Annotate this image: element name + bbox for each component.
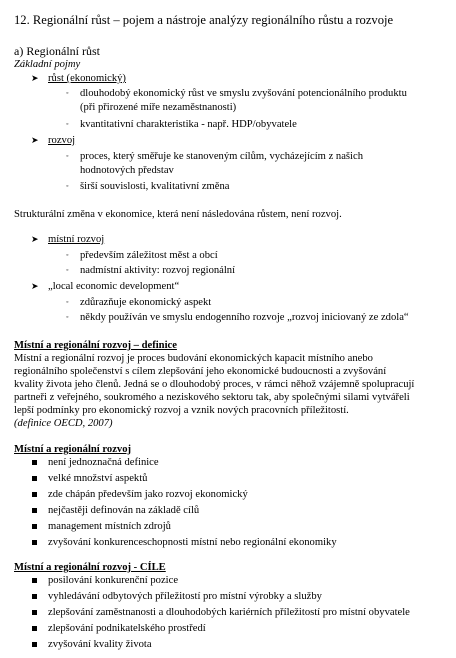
circle-bullet-icon: ◦ (66, 251, 69, 259)
section-a-heading: a) Regionální růst (14, 44, 100, 58)
circle-bullet-icon: ◦ (66, 313, 69, 321)
definition-line: partneři z veřejného, soukromého a neziskového sektoru tak, aby společnými silami vytvářeli (14, 392, 410, 403)
square-bullet-icon (32, 578, 37, 583)
arrow-bullet-icon: ➤ (31, 135, 39, 145)
circle-bullet-icon: ◦ (66, 89, 69, 97)
goals-item: posilování konkurenční pozice (48, 575, 179, 586)
square-bullet-icon (32, 626, 37, 631)
led-item: zdůrazňuje ekonomický aspekt (80, 297, 212, 308)
goals-item: zlepšování zaměstnanosti a dlouhodobých kariérních příležitostí pro místní obyvatele (48, 607, 410, 618)
square-bullet-icon (32, 524, 37, 529)
definition-source: (definice OECD, 2007) (14, 418, 113, 429)
local-item: nadmístní aktivity: rozvoj regionální (80, 265, 236, 276)
regional-item: management místních zdrojů (48, 521, 171, 532)
term-local-development: místní rozvoj (48, 234, 105, 245)
circle-bullet-icon: ◦ (66, 298, 69, 306)
square-bullet-icon (32, 610, 37, 615)
regional-heading: Místní a regionální rozvoj (14, 444, 132, 455)
development-item: širší souvislosti, kvalitativní změna (80, 181, 230, 192)
square-bullet-icon (32, 476, 37, 481)
square-bullet-icon (32, 540, 37, 545)
term-growth: růst (ekonomický) (48, 73, 126, 84)
regional-item: velké množství aspektů (48, 473, 148, 484)
circle-bullet-icon: ◦ (66, 266, 69, 274)
goals-item: vyhledávání odbytových příležitostí pro místní výrobky a služby (48, 591, 322, 602)
development-item: proces, který směřuje ke stanoveným cílům, vycházejícím z našich (80, 151, 363, 162)
term-development: rozvoj (48, 135, 76, 146)
square-bullet-icon (32, 642, 37, 647)
document-title: 12. Regionální růst – pojem a nástroje analýzy regionálního růstu a rozvoje (14, 13, 394, 27)
circle-bullet-icon: ◦ (66, 120, 69, 128)
square-bullet-icon (32, 594, 37, 599)
goals-heading: Místní a regionální rozvoj - CÍLE (14, 562, 166, 573)
regional-item: zvyšování konkurenceschopnosti místní nebo regionální ekonomiky (48, 537, 337, 548)
definition-line: kvality života jeho členů. Jedná se o dlouhodobý proces, v rámci něhož vzájemně spolupracují (14, 379, 415, 390)
structural-change-note: Strukturální změna v ekonomice, která není následována růstem, není rozvoj. (14, 209, 342, 220)
definition-heading: Místní a regionální rozvoj – definice (14, 340, 177, 351)
arrow-bullet-icon: ➤ (31, 281, 39, 291)
term-led: „local economic development“ (48, 281, 180, 292)
growth-item: kvantitativní charakteristika - např. HDP/obyvatele (80, 119, 297, 130)
regional-item: zde chápán především jako rozvoj ekonomický (48, 489, 248, 500)
square-bullet-icon (32, 508, 37, 513)
square-bullet-icon (32, 460, 37, 465)
goals-item: zvyšování kvality života (48, 639, 152, 650)
definition-line: regionálního společenství s cílem zlepšování jeho ekonomické budoucnosti a zvyšování (14, 366, 387, 377)
circle-bullet-icon: ◦ (66, 182, 69, 190)
regional-item: není jednoznačná definice (48, 457, 159, 468)
regional-item: nejčastěji definován na základě cílů (48, 505, 200, 516)
definition-line: lepší podmínky pro ekonomický rozvoj a vznik nových pracovních příležitostí. (14, 405, 349, 416)
definition-line: Místní a regionální rozvoj je proces budování ekonomických kapacit místního anebo (14, 353, 373, 364)
circle-bullet-icon: ◦ (66, 152, 69, 160)
square-bullet-icon (32, 492, 37, 497)
section-a-subheading: Základní pojmy (14, 59, 81, 70)
growth-item-continuation: (při přirozené míře nezaměstnanosti) (80, 102, 237, 113)
growth-item: dlouhodobý ekonomický růst ve smyslu zvyšování potencionálního produktu (80, 88, 407, 99)
goals-item: zlepšování podnikatelského prostředí (48, 623, 206, 634)
arrow-bullet-icon: ➤ (31, 234, 39, 244)
led-item: někdy používán ve smyslu endogenního rozvoje „rozvoj iniciovaný ze zdola“ (80, 312, 409, 323)
development-item-continuation: hodnotových představ (80, 165, 174, 176)
arrow-bullet-icon: ➤ (31, 73, 39, 83)
local-item: především záležitost měst a obcí (80, 250, 218, 261)
